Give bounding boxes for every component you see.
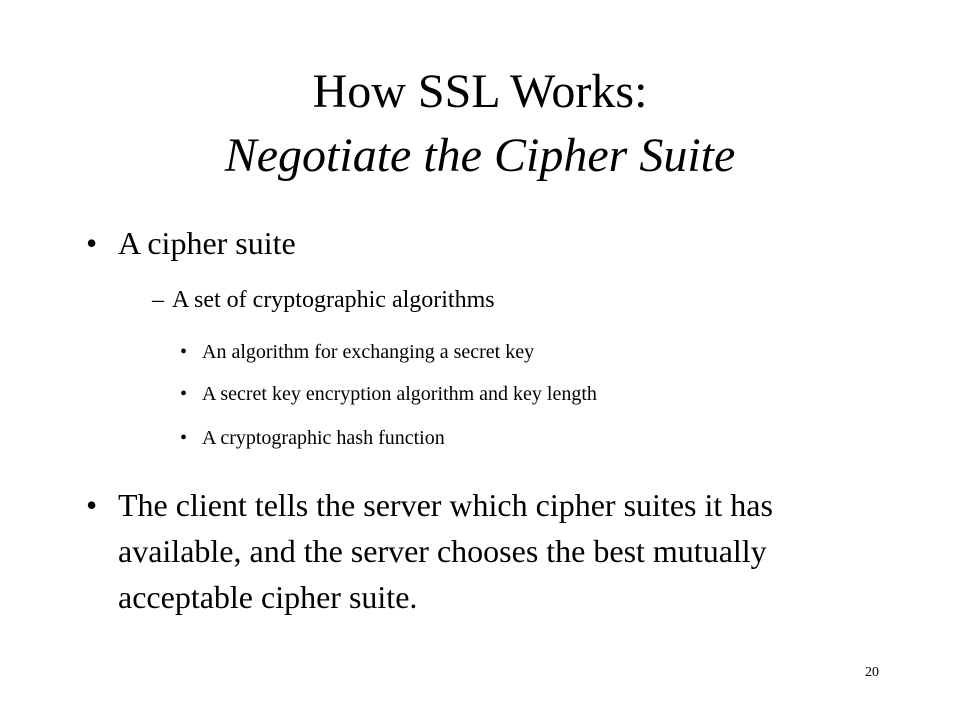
slide-title-subtitle: Negotiate the Cipher Suite <box>224 129 736 182</box>
sub-sub-bullet-marker: • <box>180 341 188 363</box>
slide-title-main: How SSL Works: <box>312 65 648 118</box>
bullet-text: A cipher suite <box>118 225 296 261</box>
bullet-text: The client tells the server which cipher suites it has available, and the server chooses the best mutually acceptable cipher suite. <box>118 487 773 615</box>
bullet-marker: • <box>86 225 98 261</box>
bullet-marker: • <box>86 487 98 523</box>
sub-sub-bullet-text: A cryptographic hash function <box>202 427 445 449</box>
sub-bullet-text: A set of cryptographic algorithms <box>172 287 495 313</box>
sub-sub-bullet-marker: • <box>180 383 188 405</box>
slide-title <box>0 60 960 188</box>
sub-sub-bullet-marker: • <box>180 427 188 449</box>
sub-bullet-marker: – <box>152 287 164 313</box>
sub-sub-bullet-text: A secret key encryption algorithm and key length <box>202 383 597 405</box>
sub-sub-bullet-text: An algorithm for exchanging a secret key <box>202 341 535 363</box>
page-number: 20 <box>865 665 879 680</box>
